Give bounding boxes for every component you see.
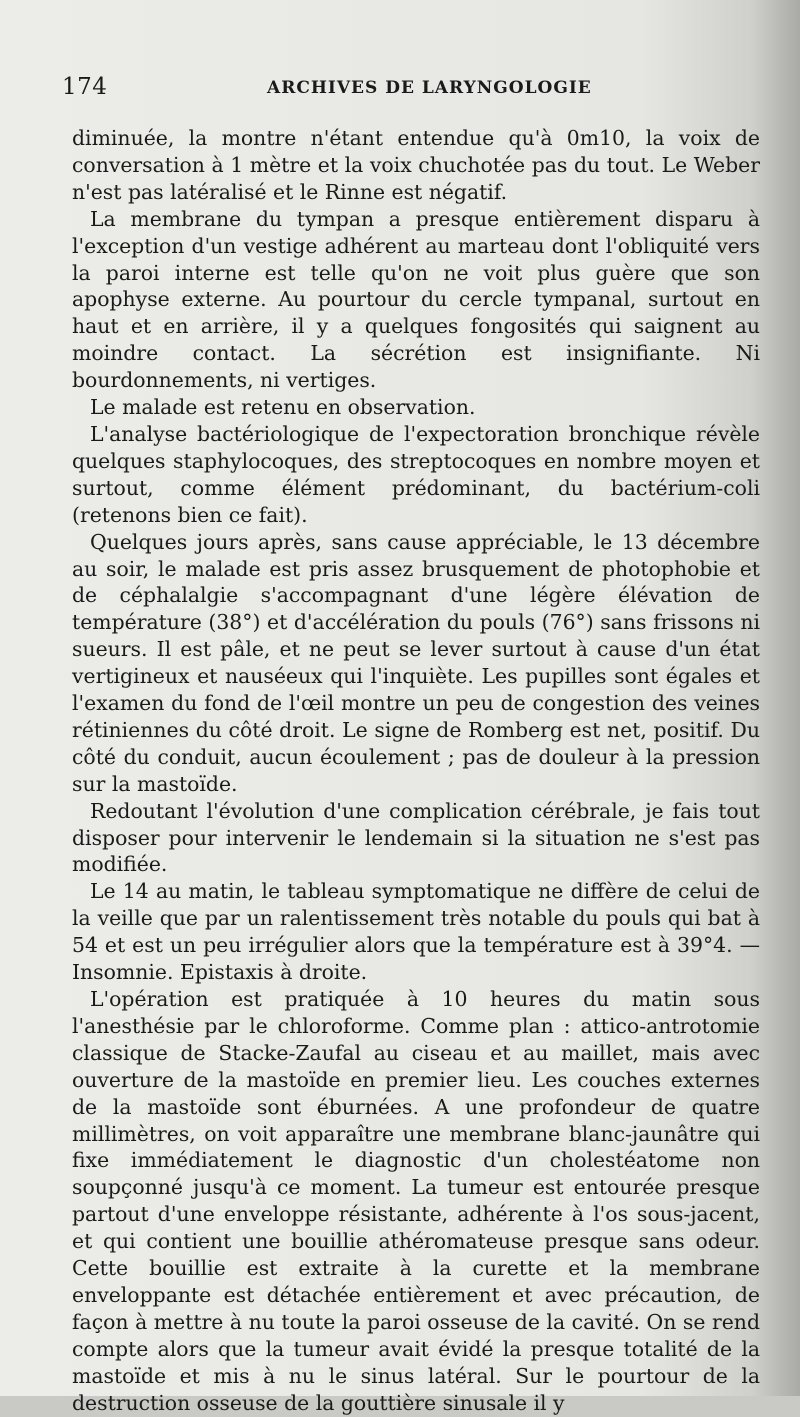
body-text xyxy=(72,125,760,1417)
paragraph-1: diminuée, la montre n'étant entendue qu'à 0m10, la voix de conversation à 1 mètre et la voix chuchotée pas du tout. Le Weber n'est pas latéralisé et le Rinne est négatif. xyxy=(72,126,760,204)
page-number: 174 xyxy=(62,74,108,100)
paragraph-8: L'opération est pratiquée à 10 heures du matin sous l'anesthésie par le chloroforme. Comme plan : attico-antrotomie classique de Stacke-Zaufal au ciseau et au maillet, mais avec ouverture de la mastoïde en premier lieu. Les couches externes de la mastoïde sont éburnées. A une profondeur de quatre millimètres, on voit apparaître une membrane blanc-jaunâtre qui fixe immédiatement le diagnostic d'un cholestéatome non soupçonné jusqu'à ce moment. La tumeur est entourée presque partout d'une enveloppe résistante, adhérente à l'os sous-jacent, et qui contient une bouillie athéromateuse presque sans odeur. Cette bouillie est extraite à la curette et la membrane enveloppante est détachée entièrement et avec précaution, de façon à mettre à nu toute la paroi osseuse de la cavité. On se rend compte alors que la tumeur avait évidé la presque totalité de la mastoïde et mis à nu le sinus latéral. Sur le pourtour de la destruction osseuse de la gouttière sinusale il y xyxy=(72,987,760,1415)
paragraph-7: Le 14 au matin, le tableau symptomatique ne diffère de celui de la veille que par un ralentissement très notable du pouls qui bat à 54 et est un peu irrégulier alors que la température est à 39°4. — Insomnie. Epistaxis à droite. xyxy=(72,879,760,985)
page-header xyxy=(62,64,752,104)
paragraph-3: Le malade est retenu en observation. xyxy=(90,395,476,420)
paragraph-5: Quelques jours après, sans cause appréciable, le 13 décembre au soir, le malade est pris assez brusquement de photophobie et de céphalalgie s'accompagnant d'une légère élévation de température (38°) et d'accélération du pouls (76°) sans frissons ni sueurs. Il est pâle, et ne peut se lever surtout à cause d'un état vertigineux et nauséeux qui l'inquiète. Les pupilles sont égales et l'examen du fond de l'œil montre un peu de congestion des veines rétiniennes du côté droit. Le signe de Romberg est net, positif. Du côté du conduit, aucun écoulement ; pas de douleur à la pression sur la mastoïde. xyxy=(72,529,760,796)
running-title: ARCHIVES DE LARYNGOLOGIE xyxy=(267,78,592,98)
paragraph-6: Redoutant l'évolution d'une complication cérébrale, je fais tout disposer pour intervenir le lendemain si la situation ne s'est pas modifiée. xyxy=(72,798,760,877)
paragraph-4: L'analyse bactériologique de l'expectoration bronchique révèle quelques staphylocoques, des streptocoques en nombre moyen et surtout, comme élément prédominant, du bactérium-coli (retenons bien ce fait). xyxy=(72,421,760,527)
paragraph-2: La membrane du tympan a presque entièrement disparu à l'exception d'un vestige adhérent au marteau dont l'obliquité vers la paroi interne est telle qu'on ne voit plus guère que son apophyse externe. Au pourtour du cercle tympanal, surtout en haut et en arrière, il y a quelques fongosités qui saignent au moindre contact. La sécrétion est insignifiante. Ni bourdonnements, ni vertiges. xyxy=(72,206,760,393)
